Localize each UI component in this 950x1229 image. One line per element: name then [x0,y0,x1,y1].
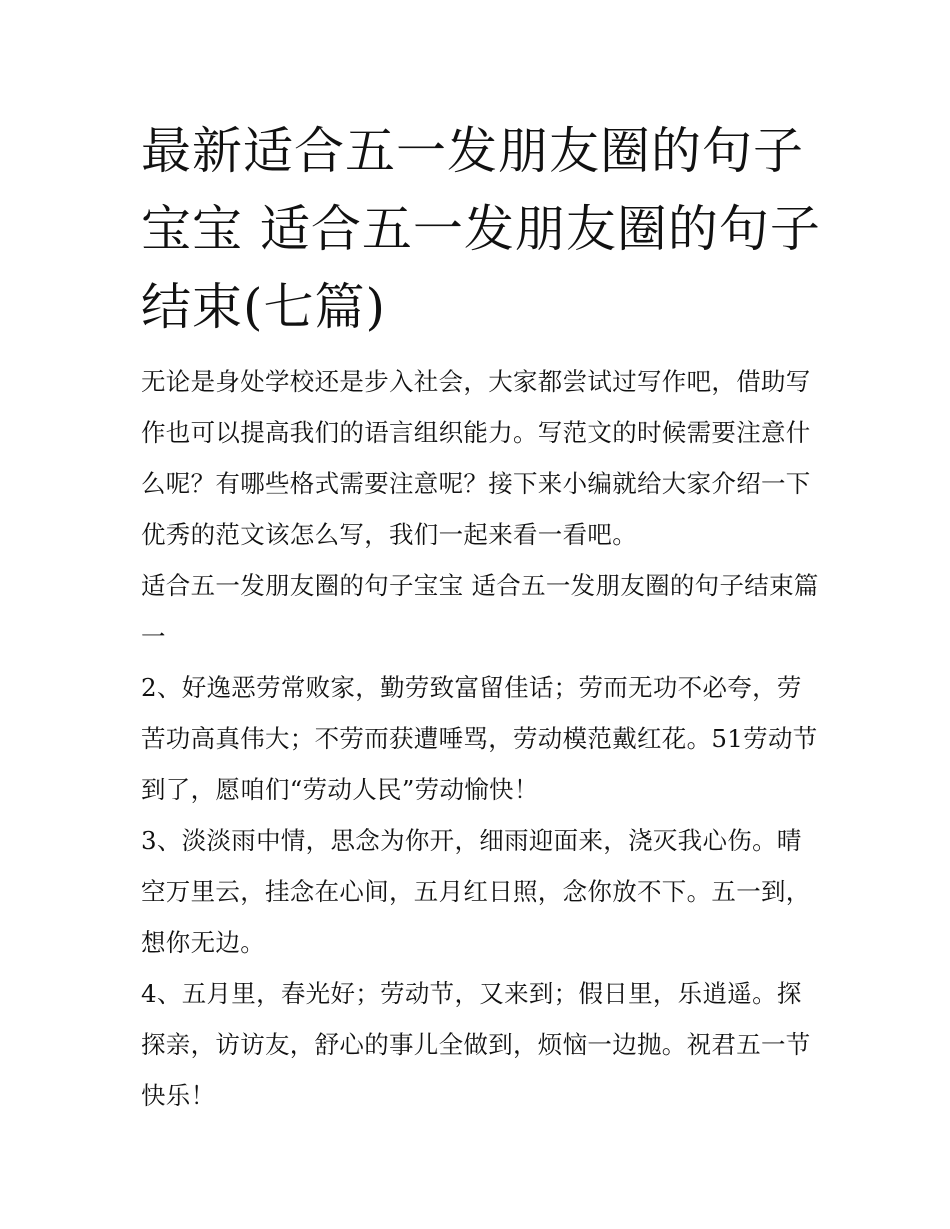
section-heading: 适合五一发朋友圈的句子宝宝 适合五一发朋友圈的句子结束篇一 [141,571,819,651]
document-body [141,356,821,1121]
list-item: 2、好逸恶劳常败家，勤劳致富留佳话；劳而无功不必夸，劳苦功高真伟大；不劳而获遭唾骂，劳动模范戴红花。51劳动节到了，愿咱们“劳动人民”劳动愉快！ [141,673,818,804]
intro-paragraph: 无论是身处学校还是步入社会，大家都尝试过写作吧，借助写作也可以提高我们的语言组织能力。写范文的时候需要注意什么呢？有哪些格式需要注意呢？接下来小编就给大家介绍一下优秀的范文该怎么写，我们一起来看一看吧。 [141,367,811,549]
document-title: 最新适合五一发朋友圈的句子宝宝 适合五一发朋友圈的句子结束(七篇) [141,122,821,336]
list-item: 4、五月里，春光好；劳动节，又来到；假日里，乐逍遥。探探亲，访访友，舒心的事儿全做到，烦恼一边抛。祝君五一节快乐！ [141,979,811,1110]
list-item: 3、淡淡雨中情，思念为你开，细雨迎面来，浇灭我心伤。晴空万里云，挂念在心间，五月红日照，念你放不下。五一到，想你无边。 [141,826,811,957]
document-page [141,112,821,1121]
